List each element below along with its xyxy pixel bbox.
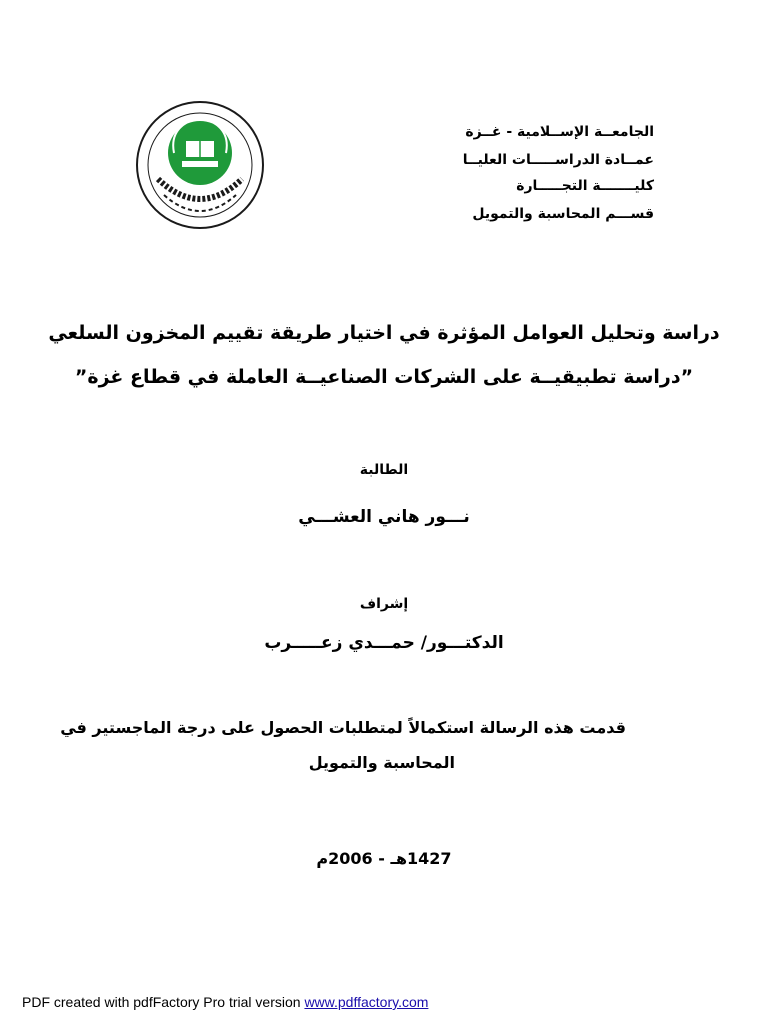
- header-deanship: عمــادة الدراســـــات العليــا: [462, 152, 654, 168]
- supervisor-name: الدكتـــور/ حمـــدي زعـــــرب: [264, 633, 504, 653]
- header-faculty: كليـــــــة التجـــــارة: [516, 178, 654, 194]
- thesis-note-line-1: قدمت هذه الرسالة استكمالاً لمتطلبات الحصول على درجة الماجستير في: [60, 718, 626, 737]
- student-name: نـــور هاني العشـــي: [298, 507, 470, 527]
- thesis-title-line-2: ”دراسة تطبيقيــة على الشركات الصناعيــة العاملة في قطاع غزة”: [74, 366, 694, 388]
- thesis-note-line-2: المحاسبة والتمويل: [308, 753, 455, 772]
- thesis-title-line-1: دراسة وتحليل العوامل المؤثرة في اختيار طريقة تقييم المخزون السلعي: [48, 322, 720, 344]
- student-label: الطالبة: [359, 462, 409, 478]
- pdf-footer: [22, 994, 428, 1010]
- university-logo: [134, 99, 266, 231]
- footer-text: PDF created with pdfFactory Pro trial version: [22, 994, 305, 1010]
- thesis-date: 1427هـ - 2006م: [316, 849, 452, 868]
- header-university: الجامعــة الإســلامية - غــزة: [465, 124, 654, 140]
- supervision-label: إشراف: [359, 596, 409, 612]
- university-seal-icon: [134, 99, 266, 231]
- header-department: قســـم المحاسبة والتمويل: [472, 206, 654, 222]
- footer-link[interactable]: www.pdffactory.com: [304, 994, 429, 1010]
